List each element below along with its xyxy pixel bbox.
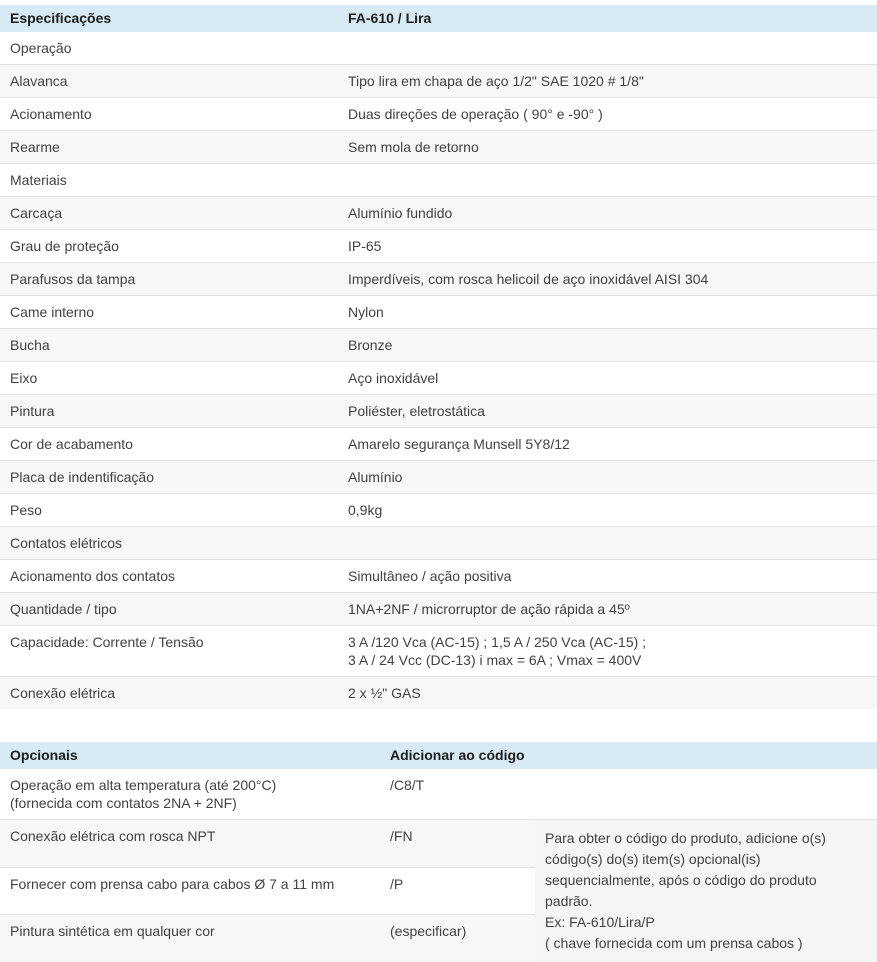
- spec-value: Nylon: [338, 296, 877, 329]
- spec-label: Grau de proteção: [0, 230, 338, 263]
- spec-label: Rearme: [0, 131, 338, 164]
- spec-value: Imperdíveis, com rosca helicoil de aço inoxidável AISI 304: [338, 263, 877, 296]
- spec-value: Poliéster, eletrostática: [338, 395, 877, 428]
- table-row: [0, 560, 877, 593]
- spec-label: Conexão elétrica: [0, 677, 338, 710]
- options-header-row: [0, 742, 877, 769]
- table-row: [0, 131, 877, 164]
- option-label: Pintura sintética em qualquer cor: [0, 915, 380, 962]
- table-row: [0, 428, 877, 461]
- spec-label: Acionamento: [0, 98, 338, 131]
- spec-label: Acionamento dos contatos: [0, 560, 338, 593]
- ordering-note-panel: [535, 820, 877, 962]
- table-row: [0, 769, 877, 820]
- table-row: [0, 164, 877, 197]
- option-label: Conexão elétrica com rosca NPT: [0, 820, 380, 868]
- table-row: [0, 527, 877, 560]
- table-row: [0, 461, 877, 494]
- table-row: [0, 263, 877, 296]
- spec-value: Bronze: [338, 329, 877, 362]
- spec-label: Placa de indentificação: [0, 461, 338, 494]
- option-label: [0, 769, 380, 820]
- spec-value: 2 x ½" GAS: [338, 677, 877, 710]
- options-header-title: Opcionais: [0, 742, 380, 769]
- spec-label: Operação: [0, 32, 338, 65]
- spec-label: Parafusos da tampa: [0, 263, 338, 296]
- option-code: /C8/T: [380, 769, 535, 820]
- spec-value: IP-65: [338, 230, 877, 263]
- spec-value: [338, 527, 877, 560]
- options-section: [0, 742, 877, 962]
- options-table: [0, 742, 877, 962]
- table-row: [0, 494, 877, 527]
- spec-value-line-2: 3 A / 24 Vcc (DC-13) i max = 6A ; Vmax = 400V: [348, 651, 867, 669]
- option-label-line-2: (fornecida com contatos 2NA + 2NF): [10, 794, 370, 812]
- spec-value: Aço inoxidável: [338, 362, 877, 395]
- table-row: [0, 32, 877, 65]
- spec-value: Alumínio: [338, 461, 877, 494]
- spec-value: Amarelo segurança Munsell 5Y8/12: [338, 428, 877, 461]
- ordering-note-example: Ex: FA-610/Lira/P: [545, 912, 867, 933]
- table-row: [0, 593, 877, 626]
- table-row: [0, 197, 877, 230]
- ordering-note-detail: ( chave fornecida com um prensa cabos ): [545, 933, 867, 954]
- spec-value-line-1: 3 A /120 Vca (AC-15) ; 1,5 A / 250 Vca (AC-15) ;: [348, 633, 867, 651]
- spec-value: Sem mola de retorno: [338, 131, 877, 164]
- spec-value: 1NA+2NF / microrruptor de ação rápida a 45º: [338, 593, 877, 626]
- spec-label: Bucha: [0, 329, 338, 362]
- spec-label: Cor de acabamento: [0, 428, 338, 461]
- table-row: [0, 329, 877, 362]
- table-row: [0, 65, 877, 98]
- spec-value: Alumínio fundido: [338, 197, 877, 230]
- spec-label: Pintura: [0, 395, 338, 428]
- spec-value: Duas direções de operação ( 90° e -90° ): [338, 98, 877, 131]
- option-label: Fornecer com prensa cabo para cabos Ø 7 a 11 mm: [0, 867, 380, 915]
- option-spacer-cell: [535, 769, 877, 820]
- table-row: [0, 362, 877, 395]
- option-code: (especificar): [380, 915, 535, 962]
- specifications-header-model: FA-610 / Lira: [338, 5, 877, 32]
- table-row: [0, 820, 877, 868]
- spec-label: Quantidade / tipo: [0, 593, 338, 626]
- spec-value: [338, 626, 877, 677]
- option-label-line-1: Operação em alta temperatura (até 200°C): [10, 776, 370, 794]
- table-row: [0, 296, 877, 329]
- ordering-note-text: Para obter o código do produto, adicione o(s) código(s) do(s) item(s) opcional(is) sequencialmente, após o código do produto padrão.: [545, 828, 867, 912]
- specifications-header-title: Especificações: [0, 5, 338, 32]
- spec-value: [338, 164, 877, 197]
- spec-label: Alavanca: [0, 65, 338, 98]
- spec-label: Contatos elétricos: [0, 527, 338, 560]
- option-code: /P: [380, 867, 535, 915]
- spec-label: Came interno: [0, 296, 338, 329]
- spec-label: Capacidade: Corrente / Tensão: [0, 626, 338, 677]
- spec-value: Tipo lira em chapa de aço 1/2" SAE 1020 # 1/8": [338, 65, 877, 98]
- specifications-header-row: [0, 5, 877, 32]
- spec-label: Eixo: [0, 362, 338, 395]
- options-header-spacer: [535, 742, 877, 769]
- options-header-code: Adicionar ao código: [380, 742, 535, 769]
- table-row: [0, 98, 877, 131]
- spec-label: Peso: [0, 494, 338, 527]
- table-row: [0, 230, 877, 263]
- spec-value: 0,9kg: [338, 494, 877, 527]
- table-row: [0, 626, 877, 677]
- spec-value: Simultâneo / ação positiva: [338, 560, 877, 593]
- spec-value: [338, 32, 877, 65]
- table-row: [0, 677, 877, 710]
- table-row: [0, 395, 877, 428]
- option-code: /FN: [380, 820, 535, 868]
- spec-label: Materiais: [0, 164, 338, 197]
- spec-label: Carcaça: [0, 197, 338, 230]
- specifications-table: [0, 5, 877, 709]
